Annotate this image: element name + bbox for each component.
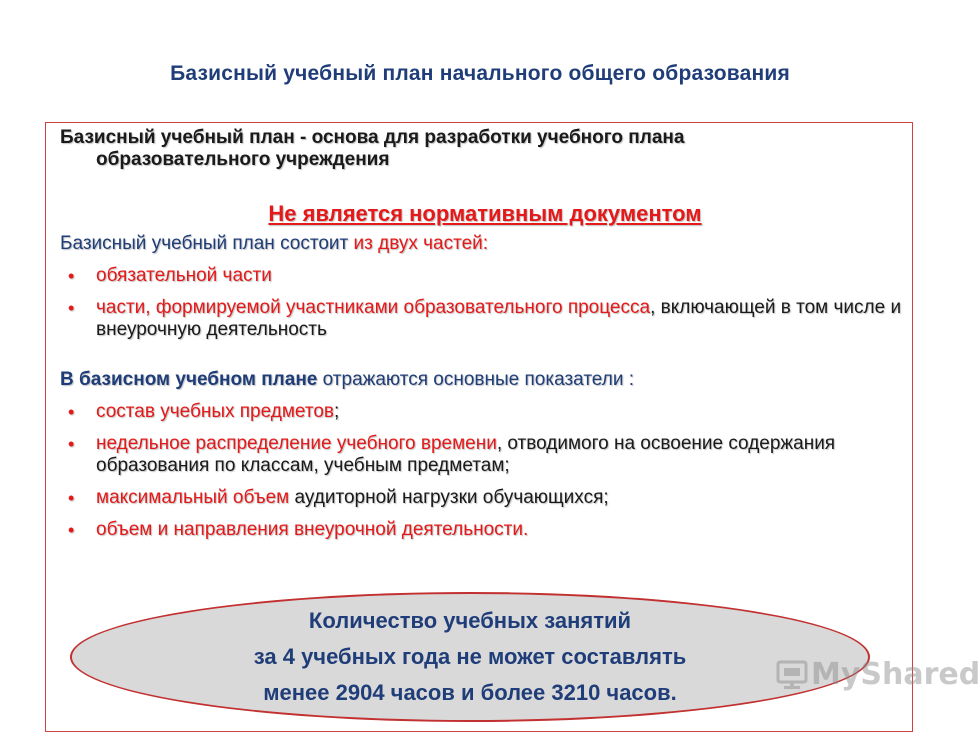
bullet-icon: • — [68, 488, 75, 508]
bullet-icon: • — [68, 298, 75, 318]
list-item — [60, 265, 910, 287]
indicators-intro-bold: В базисном учебном плане — [60, 369, 318, 390]
indicators-intro-text: отражаются основные показатели : — [317, 369, 635, 390]
watermark — [775, 657, 980, 692]
bullet-icon: • — [68, 266, 75, 286]
parts-intro-highlight: из двух частей: — [353, 233, 489, 254]
paragraph-basis-line1: Базисный учебный план - основа для разработки учебного плана — [60, 127, 685, 148]
indicator-dark: ; — [334, 401, 340, 422]
parts-intro — [60, 233, 910, 255]
paragraph-basis-line2: образовательного учреждения — [96, 149, 390, 170]
slide-body — [60, 127, 910, 541]
part-formed-red: части, формируемой участниками образовательного процесса — [96, 297, 651, 318]
list-item — [60, 519, 910, 541]
list-item — [60, 297, 910, 341]
indicator-red: состав учебных предметов — [96, 401, 335, 422]
hours-callout-line3: менее 2904 часов и более 3210 часов. — [263, 680, 677, 705]
bullet-icon: • — [68, 520, 75, 540]
part-mandatory: обязательной части — [96, 265, 272, 286]
indicator-red: недельное распределение учебного времени — [96, 433, 497, 454]
paragraph-basis — [60, 127, 910, 171]
bullet-icon: • — [68, 402, 75, 422]
indicators-intro — [60, 369, 910, 391]
list-item — [60, 487, 910, 509]
list-item — [60, 433, 910, 477]
bullet-icon: • — [68, 434, 75, 454]
hours-callout-line1: Количество учебных занятий — [308, 608, 632, 633]
slide-icon — [775, 659, 809, 691]
slide-title: Базисный учебный план начального общего образования — [170, 62, 790, 85]
indicator-red: максимальный объем — [96, 487, 290, 508]
hours-callout-line2: за 4 учебных года не может составлять — [253, 644, 687, 669]
hours-callout-text — [150, 603, 790, 711]
indicator-dark: , отводимого на освоение содержания образования по классам, учебным предметам; — [96, 433, 836, 476]
indicator-dark: аудиторной нагрузки обучающихся; — [289, 487, 609, 508]
not-normative-heading: Не является нормативным документом — [268, 201, 702, 226]
parts-intro-text: Базисный учебный план состоит — [60, 233, 349, 254]
part-formed-dark: , включающей в том числе и внеурочную деятельность — [96, 297, 902, 340]
watermark-text: MyShared — [811, 657, 980, 692]
list-item — [60, 401, 910, 423]
indicator-red: объем и направления внеурочной деятельности. — [96, 519, 529, 540]
